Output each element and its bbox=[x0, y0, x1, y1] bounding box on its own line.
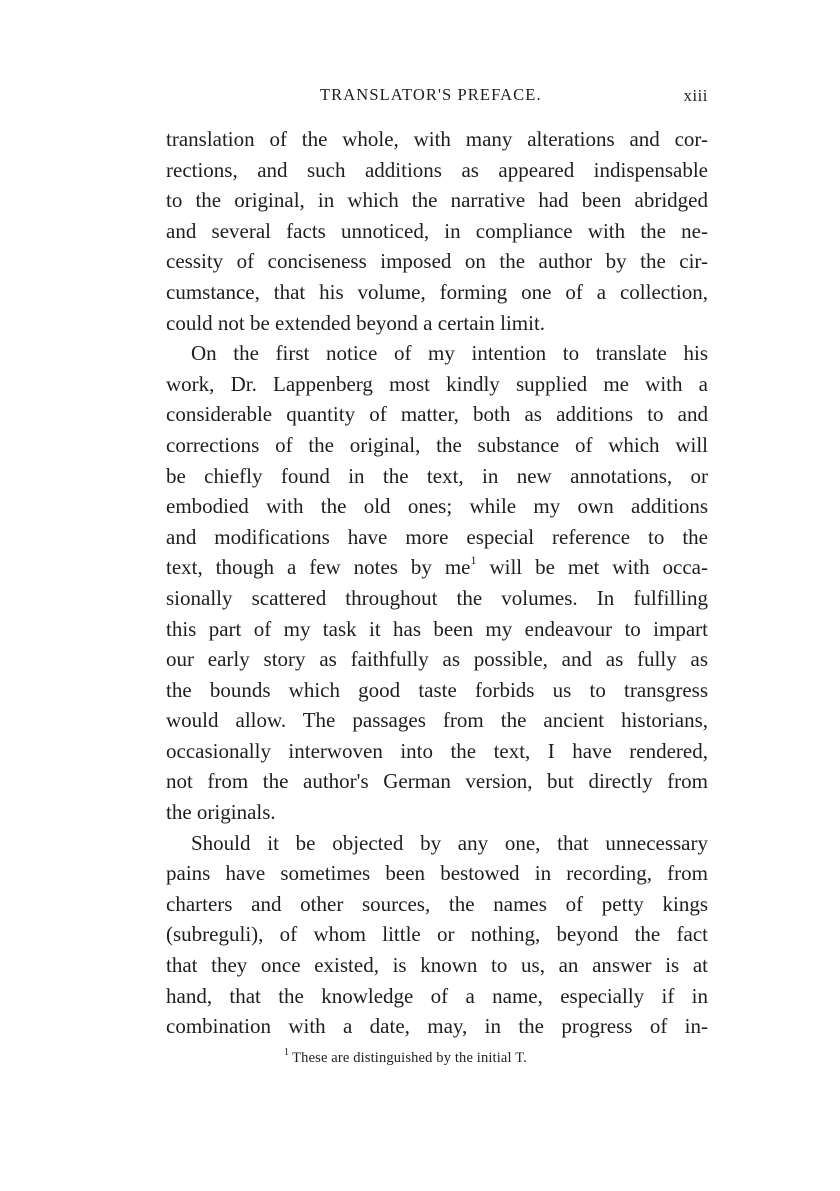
text-line: that they once existed, is known to us, an answer is at bbox=[166, 953, 708, 978]
page-number: xiii bbox=[683, 86, 708, 105]
text-line: not from the author's German version, but directly from bbox=[166, 769, 708, 794]
text-line: sionally scattered throughout the volumes. In fulfilling bbox=[166, 585, 708, 610]
text-line: the bounds which good taste forbids us to transgress bbox=[166, 677, 708, 702]
text-line: cumstance, that his volume, forming one of a collection, bbox=[166, 279, 708, 304]
paragraph-end-line: the originals. bbox=[166, 800, 276, 825]
text-line: translation of the whole, with many alterations and cor- bbox=[166, 127, 708, 151]
text-line: to the original, in which the narrative had been abridged bbox=[166, 188, 708, 213]
text-line: considerable quantity of matter, both as additions to and bbox=[166, 402, 708, 427]
footnote-reference: 1 bbox=[470, 553, 477, 568]
text-line: work, Dr. Lappenberg most kindly supplied me with a bbox=[166, 371, 708, 396]
text-line: charters and other sources, the names of petty kings bbox=[166, 891, 708, 916]
body-text bbox=[166, 124, 708, 1042]
text-line: hand, that the knowledge of a name, especially if in bbox=[166, 983, 708, 1008]
text-line: (subreguli), of whom little or nothing, beyond the fact bbox=[166, 922, 708, 947]
text-line: embodied with the old ones; while my own additions bbox=[166, 494, 708, 519]
text-line: our early story as faithfully as possible, and as fully as bbox=[166, 647, 708, 672]
footnote-text: These are distinguished by the initial T. bbox=[292, 1049, 527, 1066]
text-line: and several facts unnoticed, in compliance with the ne- bbox=[166, 218, 708, 243]
text-line: would allow. The passages from the ancient historians, bbox=[166, 708, 708, 733]
text-line: corrections of the original, the substance of which will bbox=[166, 432, 708, 457]
running-head bbox=[166, 81, 708, 109]
text-line: pains have sometimes been bestowed in recording, from bbox=[166, 861, 708, 886]
text-line: combination with a date, may, in the progress of in- bbox=[166, 1014, 708, 1039]
text-line: be chiefly found in the text, in new annotations, or bbox=[166, 463, 708, 488]
text-line: cessity of conciseness imposed on the author by the cir- bbox=[166, 249, 708, 274]
text-segment: text, though a few notes by me bbox=[166, 555, 471, 580]
paragraph-end-line: could not be extended beyond a certain limit. bbox=[166, 310, 546, 335]
text-line: rections, and such additions as appeared indispensable bbox=[166, 157, 708, 182]
footnote bbox=[284, 1048, 527, 1067]
running-title: TRANSLATOR'S PREFACE. bbox=[320, 85, 542, 104]
footnote-marker: 1 bbox=[284, 1047, 290, 1058]
text-line-with-footnote-ref bbox=[166, 552, 708, 583]
text-line: and modifications have more especial reference to the bbox=[166, 524, 708, 549]
paragraph-start-line: On the first notice of my intention to translate his bbox=[191, 341, 708, 366]
text-segment: will be met with occa- bbox=[476, 555, 708, 580]
paragraph-start-line: Should it be objected by any one, that unnecessary bbox=[191, 830, 708, 855]
text-line: occasionally interwoven into the text, I have rendered, bbox=[166, 738, 708, 763]
text-line: this part of my task it has been my endeavour to impart bbox=[166, 616, 708, 641]
